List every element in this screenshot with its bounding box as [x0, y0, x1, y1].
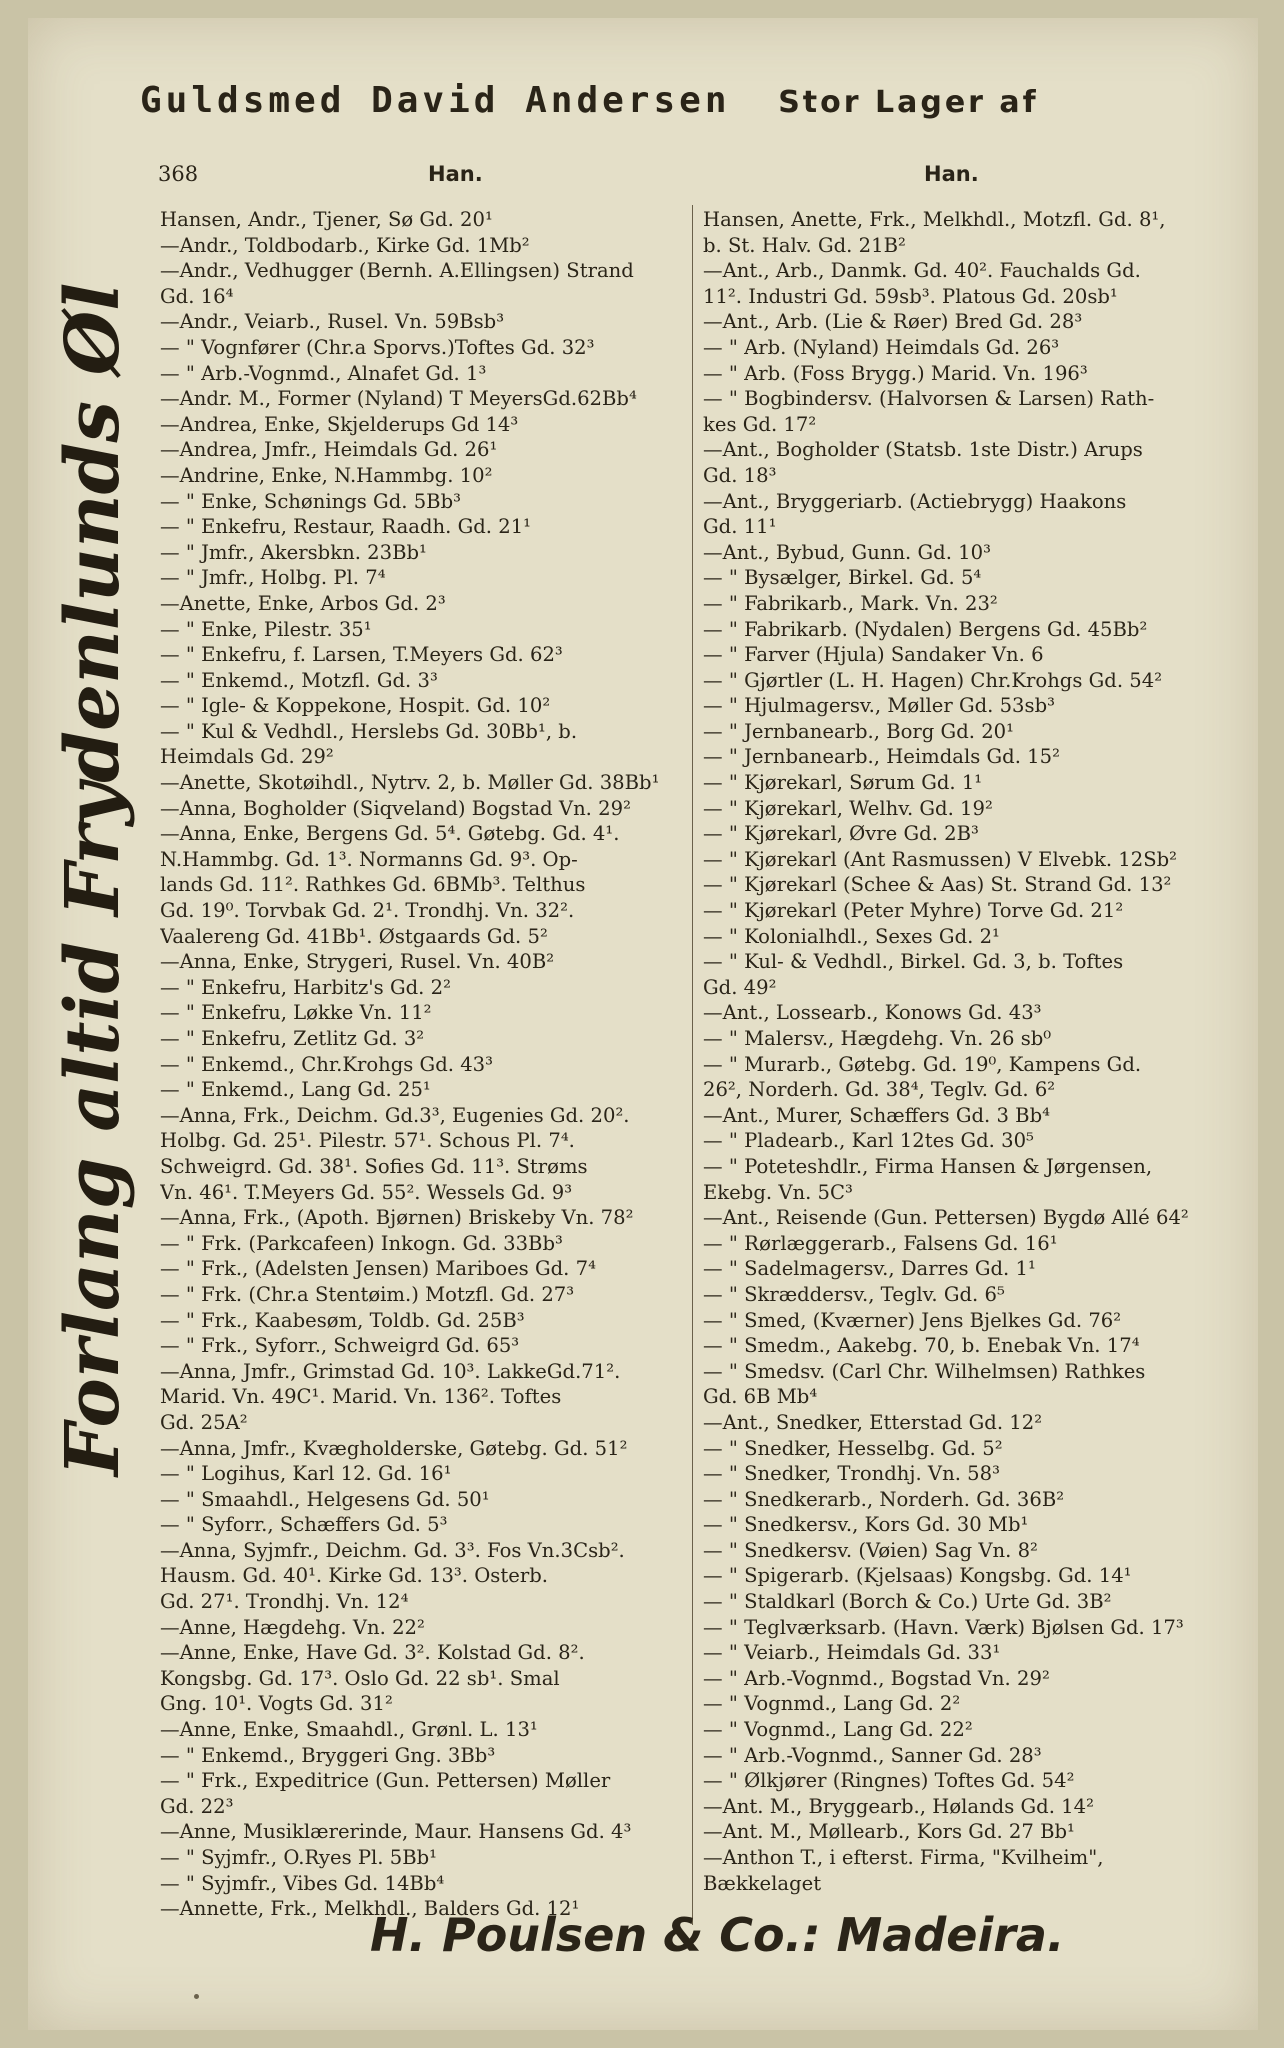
- directory-entry-line: — " Kjørekarl (Ant Rasmussen) V Elvebk. 12Sb²: [703, 847, 1178, 871]
- directory-entry-line: kes Gd. 17²: [703, 412, 817, 436]
- directory-entry-line: — " Poteteshdlr., Firma Hansen & Jørgensen,: [703, 1154, 1153, 1178]
- directory-entry-line: — " Kul- & Vedhdl., Birkel. Gd. 3, b. Toftes: [703, 950, 1124, 974]
- directory-entry-line: —Ant., Bogholder (Statsb. 1ste Distr.) Arups: [703, 438, 1143, 462]
- directory-entry-line: —Anna, Bogholder (Siqveland) Bogstad Vn. 29²: [160, 796, 631, 820]
- directory-entry-line: —Andrine, Enke, N.Hammbg. 10²: [160, 463, 493, 487]
- directory-entry-line: Ekebg. Vn. 5C³: [703, 1180, 853, 1204]
- directory-entry-line: Marid. Vn. 49C¹. Marid. Vn. 136². Toftes: [160, 1385, 562, 1409]
- directory-entry-line: — " Kjørekarl, Welhv. Gd. 19²: [703, 796, 993, 820]
- directory-entry-line: — " Smed, (Kværner) Jens Bjelkes Gd. 76²: [703, 1308, 1122, 1332]
- directory-entry-line: Heimdals Gd. 29²: [160, 745, 334, 769]
- directory-entry-line: — " Arb. (Foss Brygg.) Marid. Vn. 196³: [703, 361, 1088, 385]
- directory-entry-line: —Ant., Lossearb., Konows Gd. 43³: [703, 1001, 1042, 1025]
- directory-entry-line: — " Skræddersv., Teglv. Gd. 6⁵: [703, 1282, 1005, 1306]
- directory-entry-line: — " Jernbanearb., Borg Gd. 20¹: [703, 719, 1014, 743]
- directory-entry-line: — " Smedm., Aakebg. 70, b. Enebak Vn. 17⁴: [703, 1334, 1140, 1358]
- directory-entry-line: — " Rørlæggerarb., Falsens Gd. 16¹: [703, 1231, 1058, 1255]
- directory-entry-line: —Anne, Musiklærerinde, Maur. Hansens Gd. 4³: [160, 1820, 632, 1844]
- directory-entry-line: — " Snedkerarb., Norderh. Gd. 36B²: [703, 1487, 1065, 1511]
- directory-entry-line: Kongsbg. Gd. 17³. Oslo Gd. 22 sb¹. Smal: [160, 1666, 560, 1690]
- directory-entry-line: — " Hjulmagersv., Møller Gd. 53sb³: [703, 694, 1055, 718]
- page-number: 368: [158, 162, 199, 186]
- directory-entry-line: —Ant., Murer, Schæffers Gd. 3 Bb⁴: [703, 1103, 1050, 1127]
- directory-entry-line: — " Snedker, Hesselbg. Gd. 5²: [703, 1436, 1003, 1460]
- directory-entry-line: — " Frk., Kaabesøm, Toldb. Gd. 25B³: [160, 1308, 525, 1332]
- directory-entry-line: —Andrea, Jmfr., Heimdals Gd. 26¹: [160, 438, 498, 462]
- directory-entry-line: —Anette, Enke, Arbos Gd. 2³: [160, 591, 446, 615]
- directory-entry-line: — " Farver (Hjula) Sandaker Vn. 6: [703, 643, 1044, 667]
- directory-entry-line: —Anne, Enke, Have Gd. 3². Kolstad Gd. 8².: [160, 1641, 585, 1665]
- side-advertisement: Forlang altid Frydenlunds Øl: [50, 282, 136, 1476]
- directory-entry-line: —Anna, Frk., Deichm. Gd.3³, Eugenies Gd. 20².: [160, 1103, 630, 1127]
- directory-entry-line: Vn. 46¹. T.Meyers Gd. 55². Wessels Gd. 9³: [160, 1180, 573, 1204]
- directory-entry-line: — " Kjørekarl (Peter Myhre) Torve Gd. 21²: [703, 899, 1124, 923]
- directory-entry-line: — " Sadelmagersv., Darres Gd. 1¹: [703, 1257, 1036, 1281]
- directory-entry-line: —Ant., Arb., Danmk. Gd. 40². Fauchalds Gd.: [703, 259, 1141, 283]
- directory-entry-line: — " Igle- & Koppekone, Hospit. Gd. 10²: [160, 694, 551, 718]
- directory-entry-line: — " Enkefru, f. Larsen, T.Meyers Gd. 62³: [160, 643, 563, 667]
- directory-entry-line: b. St. Halv. Gd. 21B²: [703, 233, 906, 257]
- directory-entry-line: —Ant., Bryggeriarb. (Actiebrygg) Haakons: [703, 489, 1127, 513]
- directory-entry-line: — " Syjmfr., O.Ryes Pl. 5Bb¹: [160, 1846, 438, 1869]
- directory-entry-line: —Ant., Reisende (Gun. Pettersen) Bygdø Allé 64²: [703, 1206, 1189, 1230]
- directory-entry-line: Schweigrd. Gd. 38¹. Sofies Gd. 11³. Strøms: [160, 1154, 588, 1178]
- directory-entry-line: — " Enke, Schønings Gd. 5Bb³: [160, 489, 461, 513]
- directory-entry-line: Bækkelaget: [703, 1871, 822, 1895]
- directory-entry-line: — " Enkefru, Restaur, Raadh. Gd. 21¹: [160, 515, 532, 539]
- directory-entry-line: — " Jmfr., Holbg. Pl. 7⁴: [160, 566, 386, 590]
- directory-entry-line: —Anne, Hægdehg. Vn. 22²: [160, 1615, 425, 1639]
- directory-entry-line: Gng. 10¹. Vogts Gd. 31²: [160, 1692, 393, 1716]
- directory-entry-line: Hansen, Anette, Frk., Melkhdl., Motzfl. Gd. 8¹,: [703, 208, 1166, 231]
- directory-entry-line: — " Jernbanearb., Heimdals Gd. 15²: [703, 745, 1060, 769]
- banner-left-text: Guldsmed David Andersen: [140, 80, 731, 121]
- directory-entry-line: Gd. 19⁰. Torvbak Gd. 2¹. Trondhj. Vn. 32².: [160, 899, 575, 923]
- directory-entry-line: — " Snedkersv. (Vøien) Sag Vn. 8²: [703, 1538, 1038, 1562]
- left-column: [160, 207, 700, 1922]
- directory-entry-line: —Ant. M., Møllearb., Kors Gd. 27 Bb¹: [703, 1820, 1075, 1844]
- directory-entry-line: — " Enkemd., Motzfl. Gd. 3³: [160, 668, 438, 692]
- directory-entry-line: — " Kul & Vedhdl., Herslebs Gd. 30Bb¹, b.: [160, 719, 578, 743]
- directory-entry-line: Gd. 49²: [703, 975, 777, 999]
- directory-entry-line: — " Arb.-Vognmd., Alnafet Gd. 1³: [160, 361, 487, 385]
- directory-entry-line: — " Kjørekarl, Øvre Gd. 2B³: [703, 822, 979, 846]
- directory-entry-line: —Anna, Jmfr., Kvægholderske, Gøtebg. Gd. 51²: [160, 1436, 628, 1460]
- directory-entry-line: —Andrea, Enke, Skjelderups Gd 14³: [160, 412, 519, 436]
- directory-entry-line: — " Snedkersv., Kors Gd. 30 Mb¹: [703, 1513, 1029, 1537]
- directory-entry-line: lands Gd. 11². Rathkes Gd. 6BMb³. Telthus: [160, 873, 586, 897]
- directory-entry-line: —Ant. M., Bryggearb., Hølands Gd. 14²: [703, 1794, 1094, 1818]
- directory-entry-line: — " Staldkarl (Borch & Co.) Urte Gd. 3B²: [703, 1590, 1112, 1614]
- directory-entry-line: — " Fabrikarb., Mark. Vn. 23²: [703, 591, 998, 615]
- directory-entry-line: — " Enkefru, Løkke Vn. 11²: [160, 1001, 432, 1025]
- directory-entry-line: —Andr., Toldbodarb., Kirke Gd. 1Mb²: [160, 233, 530, 257]
- directory-entry-line: — " Teglværksarb. (Havn. Værk) Bjølsen Gd. 17³: [703, 1615, 1184, 1639]
- directory-entry-line: —Anna, Enke, Bergens Gd. 5⁴. Gøtebg. Gd. 4¹.: [160, 822, 620, 846]
- directory-entry-line: Vaalereng Gd. 41Bb¹. Østgaards Gd. 5²: [160, 924, 548, 948]
- directory-entry-line: — " Ølkjører (Ringnes) Toftes Gd. 54²: [703, 1769, 1075, 1793]
- directory-entry-line: Gd. 25A²: [160, 1410, 248, 1434]
- directory-entry-line: —Anne, Enke, Smaahdl., Grønl. L. 13¹: [160, 1718, 538, 1742]
- directory-entry-line: — " Vognmd., Lang Gd. 22²: [703, 1718, 973, 1742]
- directory-entry-line: Gd. 18³: [703, 463, 777, 487]
- directory-entry-line: — " Syforr., Schæffers Gd. 5³: [160, 1513, 448, 1537]
- directory-entry-line: — " Malersv., Hægdehg. Vn. 26 sb⁰: [703, 1027, 1052, 1050]
- directory-entry-line: — " Kolonialhdl., Sexes Gd. 2¹: [703, 924, 1000, 948]
- directory-entry-line: —Anna, Enke, Strygeri, Rusel. Vn. 40B²: [160, 950, 555, 974]
- directory-entry-line: — " Smaahdl., Helgesens Gd. 50¹: [160, 1487, 490, 1511]
- directory-entry-line: — " Pladearb., Karl 12tes Gd. 30⁵: [703, 1129, 1034, 1153]
- directory-entry-line: — " Murarb., Gøtebg. Gd. 19⁰, Kampens Gd.: [703, 1052, 1142, 1076]
- directory-entry-line: —Andr., Veiarb., Rusel. Vn. 59Bsb³: [160, 310, 505, 334]
- directory-entry-line: —Anna, Syjmfr., Deichm. Gd. 3³. Fos Vn.3Csb².: [160, 1538, 625, 1562]
- column-header-right: Han.: [924, 162, 979, 186]
- directory-entry-line: 11². Industri Gd. 59sb³. Platous Gd. 20sb¹: [703, 284, 1118, 308]
- directory-entry-line: — " Veiarb., Heimdals Gd. 33¹: [703, 1641, 1001, 1665]
- directory-entry-line: — " Arb.-Vognmd., Bogstad Vn. 29²: [703, 1666, 1050, 1690]
- directory-entry-line: — " Arb.-Vognmd., Sanner Gd. 28³: [703, 1743, 1042, 1767]
- directory-entry-line: — " Frk. (Chr.a Stentøim.) Motzfl. Gd. 27³: [160, 1282, 575, 1306]
- directory-entry-line: —Ant., Snedker, Etterstad Gd. 12²: [703, 1410, 1043, 1434]
- directory-entry-line: — " Fabrikarb. (Nydalen) Bergens Gd. 45Bb²: [703, 617, 1148, 641]
- directory-entry-line: Gd. 27¹. Trondhj. Vn. 12⁴: [160, 1590, 409, 1614]
- directory-entry-line: — " Kjørekarl (Schee & Aas) St. Strand Gd. 13²: [703, 873, 1172, 897]
- directory-entry-line: Gd. 6B Mb⁴: [703, 1385, 818, 1409]
- directory-entry-line: — " Enkemd., Lang Gd. 25¹: [160, 1078, 431, 1102]
- directory-entry-line: — " Gjørtler (L. H. Hagen) Chr.Krohgs Gd. 54²: [703, 668, 1163, 692]
- directory-entry-line: — " Enke, Pilestr. 35¹: [160, 617, 372, 641]
- directory-entry-line: — " Logihus, Karl 12. Gd. 16¹: [160, 1462, 452, 1486]
- directory-entry-line: — " Syjmfr., Vibes Gd. 14Bb⁴: [160, 1871, 445, 1895]
- banner-right-text: Stor Lager af: [778, 85, 1039, 120]
- directory-entry-line: —Anna, Jmfr., Grimstad Gd. 10³. LakkeGd.71².: [160, 1359, 621, 1383]
- directory-entry-line: — " Enkefru, Harbitz's Gd. 2²: [160, 975, 451, 999]
- directory-entry-line: — " Bysælger, Birkel. Gd. 5⁴: [703, 566, 982, 590]
- directory-entry-line: Hansen, Andr., Tjener, Sø Gd. 20¹: [160, 208, 493, 231]
- directory-entry-line: Hausm. Gd. 40¹. Kirke Gd. 13³. Osterb.: [160, 1564, 548, 1588]
- directory-entry-line: —Anette, Skotøihdl., Nytrv. 2, b. Møller Gd. 38Bb¹: [160, 771, 660, 795]
- directory-entry-line: — " Frk., (Adelsten Jensen) Mariboes Gd. 7⁴: [160, 1257, 596, 1281]
- directory-entry-line: —Annette, Frk., Melkhdl., Balders Gd. 12¹: [160, 1897, 580, 1921]
- directory-entry-line: —Ant., Arb. (Lie & Røer) Bred Gd. 28³: [703, 310, 1083, 334]
- column-divider: [692, 205, 693, 1925]
- directory-entry-line: — " Frk., Expeditrice (Gun. Pettersen) Møller: [160, 1769, 611, 1793]
- directory-entry-line: Gd. 16⁴: [160, 284, 234, 308]
- directory-entry-line: — " Smedsv. (Carl Chr. Wilhelmsen) Rathkes: [703, 1359, 1146, 1383]
- directory-entry-line: —Anthon T., i efterst. Firma, "Kvilheim",: [703, 1846, 1104, 1869]
- directory-entry-line: Gd. 22³: [160, 1794, 234, 1818]
- directory-entry-line: — " Kjørekarl, Sørum Gd. 1¹: [703, 771, 983, 795]
- directory-entry-line: Gd. 11¹: [703, 515, 777, 539]
- directory-entry-line: —Ant., Bybud, Gunn. Gd. 10³: [703, 540, 991, 564]
- directory-entry-line: —Anna, Frk., (Apoth. Bjørnen) Briskeby Vn. 78²: [160, 1206, 634, 1230]
- directory-entry-line: N.Hammbg. Gd. 1³. Normanns Gd. 9³. Op-: [160, 847, 578, 871]
- directory-entry-line: — " Enkemd., Chr.Krohgs Gd. 43³: [160, 1052, 493, 1076]
- directory-entry-line: — " Spigerarb. (Kjelsaas) Kongsbg. Gd. 14¹: [703, 1564, 1132, 1588]
- directory-entry-line: —Andr. M., Former (Nyland) T MeyersGd.62Bb⁴: [160, 387, 637, 411]
- directory-entry-line: — " Snedker, Trondhj. Vn. 58³: [703, 1462, 1000, 1486]
- column-header-left: Han.: [428, 162, 483, 186]
- top-advertisement-banner: [140, 80, 1260, 150]
- printing-speck: [194, 1994, 199, 1999]
- bottom-advertisement: H. Poulsen & Co.: Madeira.: [370, 1908, 1065, 1962]
- directory-entry-line: — " Frk. (Parkcafeen) Inkogn. Gd. 33Bb³: [160, 1231, 563, 1255]
- directory-entry-line: 26², Norderh. Gd. 38⁴, Teglv. Gd. 6²: [703, 1078, 1056, 1102]
- directory-entry-line: — " Bogbindersv. (Halvorsen & Larsen) Rath-: [703, 387, 1155, 411]
- directory-entry-line: — " Vognmd., Lang Gd. 2²: [703, 1692, 961, 1716]
- directory-entry-line: — " Enkefru, Zetlitz Gd. 3²: [160, 1027, 425, 1050]
- directory-entry-line: — " Vognfører (Chr.a Sporvs.)Toftes Gd. 32³: [160, 335, 595, 359]
- directory-entry-line: —Andr., Vedhugger (Bernh. A.Ellingsen) Strand: [160, 259, 634, 283]
- directory-entry-line: — " Arb. (Nyland) Heimdals Gd. 26³: [703, 335, 1060, 359]
- directory-entry-line: — " Frk., Syforr., Schweigrd Gd. 65³: [160, 1334, 520, 1358]
- directory-entry-line: — " Enkemd., Bryggeri Gng. 3Bb³: [160, 1743, 496, 1767]
- directory-entry-line: — " Jmfr., Akersbkn. 23Bb¹: [160, 540, 427, 564]
- right-column: [703, 207, 1243, 1896]
- directory-entry-line: Holbg. Gd. 25¹. Pilestr. 57¹. Schous Pl. 7⁴.: [160, 1129, 575, 1153]
